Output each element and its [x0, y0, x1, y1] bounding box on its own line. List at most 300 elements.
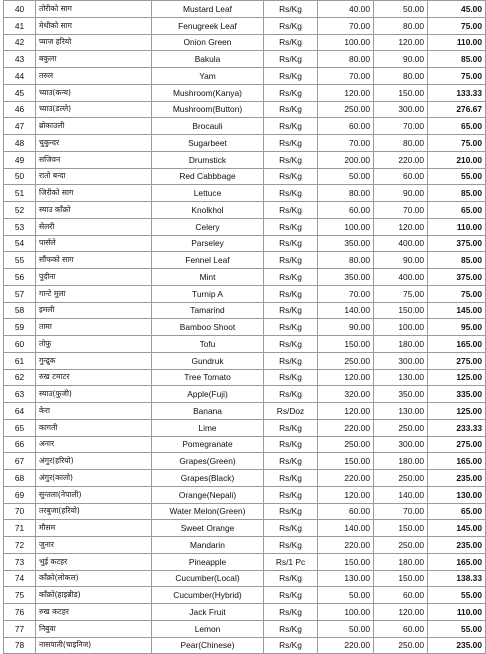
serial-number-cell: 42 — [4, 34, 36, 51]
nepali-name-cell: अनार — [36, 436, 152, 453]
unit-cell: Rs/Kg — [264, 419, 318, 436]
maximum-price-cell: 120.00 — [374, 218, 428, 235]
serial-number-cell: 56 — [4, 269, 36, 286]
maximum-price-cell: 150.00 — [374, 84, 428, 101]
table-row — [4, 218, 486, 235]
serial-number-cell: 70 — [4, 503, 36, 520]
unit-cell: Rs/Kg — [264, 285, 318, 302]
maximum-price-cell: 70.00 — [374, 503, 428, 520]
serial-number-cell: 66 — [4, 436, 36, 453]
table-row — [4, 470, 486, 487]
table-row — [4, 84, 486, 101]
serial-number-cell: 44 — [4, 68, 36, 85]
nepali-name-cell: प्याज हरियो — [36, 34, 152, 51]
english-name-cell: Pomegranate — [152, 436, 264, 453]
nepali-name-cell: नासपाती(चाइनिज) — [36, 637, 152, 654]
serial-number-cell: 77 — [4, 620, 36, 637]
unit-cell: Rs/Kg — [264, 369, 318, 386]
serial-number-cell: 47 — [4, 118, 36, 135]
table-row — [4, 403, 486, 420]
table-row — [4, 202, 486, 219]
unit-cell: Rs/Kg — [264, 587, 318, 604]
english-name-cell: Bamboo Shoot — [152, 319, 264, 336]
average-price-cell: 235.00 — [428, 537, 486, 554]
average-price-cell: 235.00 — [428, 637, 486, 654]
english-name-cell: Tamarind — [152, 302, 264, 319]
maximum-price-cell: 180.00 — [374, 453, 428, 470]
serial-number-cell: 50 — [4, 168, 36, 185]
minimum-price-cell: 50.00 — [318, 168, 374, 185]
serial-number-cell: 71 — [4, 520, 36, 537]
unit-cell: Rs/Kg — [264, 185, 318, 202]
average-price-cell: 75.00 — [428, 135, 486, 152]
table-row — [4, 185, 486, 202]
minimum-price-cell: 100.00 — [318, 218, 374, 235]
serial-number-cell: 68 — [4, 470, 36, 487]
maximum-price-cell: 180.00 — [374, 336, 428, 353]
english-name-cell: Banana — [152, 403, 264, 420]
unit-cell: Rs/Kg — [264, 84, 318, 101]
english-name-cell: Pear(Chinese) — [152, 637, 264, 654]
english-name-cell: Orange(Nepali) — [152, 486, 264, 503]
nepali-name-cell: काँक्रो(हाइब्रीड) — [36, 587, 152, 604]
serial-number-cell: 69 — [4, 486, 36, 503]
serial-number-cell: 53 — [4, 218, 36, 235]
serial-number-cell: 45 — [4, 84, 36, 101]
nepali-name-cell: गुन्द्रुक — [36, 352, 152, 369]
nepali-name-cell: रुख टमाटर — [36, 369, 152, 386]
nepali-name-cell: पार्सले — [36, 235, 152, 252]
maximum-price-cell: 50.00 — [374, 1, 428, 18]
nepali-name-cell: तोफु — [36, 336, 152, 353]
minimum-price-cell: 220.00 — [318, 537, 374, 554]
price-table-body — [4, 1, 486, 654]
average-price-cell: 133.33 — [428, 84, 486, 101]
minimum-price-cell: 250.00 — [318, 436, 374, 453]
serial-number-cell: 55 — [4, 252, 36, 269]
english-name-cell: Lemon — [152, 620, 264, 637]
table-row — [4, 520, 486, 537]
minimum-price-cell: 350.00 — [318, 269, 374, 286]
average-price-cell: 145.00 — [428, 520, 486, 537]
english-name-cell: Pineapple — [152, 553, 264, 570]
average-price-cell: 95.00 — [428, 319, 486, 336]
average-price-cell: 45.00 — [428, 1, 486, 18]
average-price-cell: 125.00 — [428, 369, 486, 386]
table-row — [4, 34, 486, 51]
minimum-price-cell: 80.00 — [318, 51, 374, 68]
maximum-price-cell: 100.00 — [374, 319, 428, 336]
unit-cell: Rs/Kg — [264, 453, 318, 470]
average-price-cell: 165.00 — [428, 453, 486, 470]
minimum-price-cell: 70.00 — [318, 285, 374, 302]
unit-cell: Rs/Kg — [264, 51, 318, 68]
serial-number-cell: 57 — [4, 285, 36, 302]
minimum-price-cell: 350.00 — [318, 235, 374, 252]
table-row — [4, 336, 486, 353]
average-price-cell: 85.00 — [428, 252, 486, 269]
english-name-cell: Grapes(Black) — [152, 470, 264, 487]
maximum-price-cell: 350.00 — [374, 386, 428, 403]
table-row — [4, 51, 486, 68]
english-name-cell: Sugarbeet — [152, 135, 264, 152]
minimum-price-cell: 60.00 — [318, 503, 374, 520]
english-name-cell: Red Cabbbage — [152, 168, 264, 185]
serial-number-cell: 46 — [4, 101, 36, 118]
unit-cell: Rs/Kg — [264, 68, 318, 85]
serial-number-cell: 59 — [4, 319, 36, 336]
unit-cell: Rs/1 Pc — [264, 553, 318, 570]
table-row — [4, 486, 486, 503]
minimum-price-cell: 120.00 — [318, 369, 374, 386]
average-price-cell: 375.00 — [428, 269, 486, 286]
table-row — [4, 503, 486, 520]
unit-cell: Rs/Kg — [264, 386, 318, 403]
unit-cell: Rs/Kg — [264, 537, 318, 554]
unit-cell: Rs/Kg — [264, 135, 318, 152]
english-name-cell: Mushroom(Kanya) — [152, 84, 264, 101]
average-price-cell: 235.00 — [428, 470, 486, 487]
minimum-price-cell: 220.00 — [318, 419, 374, 436]
maximum-price-cell: 180.00 — [374, 553, 428, 570]
english-name-cell: Parseley — [152, 235, 264, 252]
table-row — [4, 537, 486, 554]
table-row — [4, 285, 486, 302]
unit-cell: Rs/Kg — [264, 604, 318, 621]
average-price-cell: 65.00 — [428, 503, 486, 520]
unit-cell: Rs/Kg — [264, 202, 318, 219]
minimum-price-cell: 40.00 — [318, 1, 374, 18]
minimum-price-cell: 150.00 — [318, 553, 374, 570]
english-name-cell: Mandarin — [152, 537, 264, 554]
average-price-cell: 75.00 — [428, 68, 486, 85]
table-row — [4, 168, 486, 185]
table-row — [4, 620, 486, 637]
unit-cell: Rs/Kg — [264, 336, 318, 353]
minimum-price-cell: 320.00 — [318, 386, 374, 403]
nepali-name-cell: जिरीको साग — [36, 185, 152, 202]
english-name-cell: Drumstick — [152, 151, 264, 168]
maximum-price-cell: 90.00 — [374, 51, 428, 68]
table-row — [4, 135, 486, 152]
nepali-name-cell: सेलरी — [36, 218, 152, 235]
serial-number-cell: 54 — [4, 235, 36, 252]
nepali-name-cell: बकुला — [36, 51, 152, 68]
maximum-price-cell: 60.00 — [374, 620, 428, 637]
average-price-cell: 138.33 — [428, 570, 486, 587]
nepali-name-cell: गान्टे मुला — [36, 285, 152, 302]
english-name-cell: Celery — [152, 218, 264, 235]
serial-number-cell: 65 — [4, 419, 36, 436]
price-table — [3, 0, 486, 654]
maximum-price-cell: 60.00 — [374, 168, 428, 185]
table-row — [4, 570, 486, 587]
average-price-cell: 165.00 — [428, 553, 486, 570]
minimum-price-cell: 60.00 — [318, 118, 374, 135]
english-name-cell: Cucumber(Local) — [152, 570, 264, 587]
nepali-name-cell: जुनार — [36, 537, 152, 554]
unit-cell: Rs/Kg — [264, 34, 318, 51]
table-row — [4, 68, 486, 85]
nepali-name-cell: तरबुजा(हरियो) — [36, 503, 152, 520]
unit-cell: Rs/Kg — [264, 503, 318, 520]
average-price-cell: 210.00 — [428, 151, 486, 168]
english-name-cell: Sweet Orange — [152, 520, 264, 537]
minimum-price-cell: 220.00 — [318, 637, 374, 654]
average-price-cell: 276.67 — [428, 101, 486, 118]
minimum-price-cell: 90.00 — [318, 319, 374, 336]
minimum-price-cell: 200.00 — [318, 151, 374, 168]
unit-cell: Rs/Kg — [264, 101, 318, 118]
nepali-name-cell: रातो बन्दा — [36, 168, 152, 185]
table-row — [4, 151, 486, 168]
minimum-price-cell: 140.00 — [318, 520, 374, 537]
english-name-cell: Gundruk — [152, 352, 264, 369]
english-name-cell: Tree Tomato — [152, 369, 264, 386]
nepali-name-cell: केरा — [36, 403, 152, 420]
serial-number-cell: 67 — [4, 453, 36, 470]
minimum-price-cell: 100.00 — [318, 604, 374, 621]
unit-cell: Rs/Kg — [264, 520, 318, 537]
maximum-price-cell: 130.00 — [374, 403, 428, 420]
maximum-price-cell: 140.00 — [374, 486, 428, 503]
average-price-cell: 130.00 — [428, 486, 486, 503]
serial-number-cell: 61 — [4, 352, 36, 369]
minimum-price-cell: 150.00 — [318, 453, 374, 470]
unit-cell: Rs/Kg — [264, 269, 318, 286]
average-price-cell: 75.00 — [428, 285, 486, 302]
nepali-name-cell: सौंफको साग — [36, 252, 152, 269]
nepali-name-cell: तरुल — [36, 68, 152, 85]
minimum-price-cell: 60.00 — [318, 202, 374, 219]
unit-cell: Rs/Kg — [264, 486, 318, 503]
minimum-price-cell: 50.00 — [318, 587, 374, 604]
english-name-cell: Turnip A — [152, 285, 264, 302]
maximum-price-cell: 90.00 — [374, 252, 428, 269]
maximum-price-cell: 80.00 — [374, 135, 428, 152]
nepali-name-cell: काँक्रो(लोकल) — [36, 570, 152, 587]
average-price-cell: 110.00 — [428, 34, 486, 51]
unit-cell: Rs/Kg — [264, 1, 318, 18]
english-name-cell: Cucumber(Hybrid) — [152, 587, 264, 604]
maximum-price-cell: 300.00 — [374, 436, 428, 453]
nepali-name-cell: तामा — [36, 319, 152, 336]
nepali-name-cell: भुई कटहर — [36, 553, 152, 570]
maximum-price-cell: 60.00 — [374, 587, 428, 604]
average-price-cell: 233.33 — [428, 419, 486, 436]
average-price-cell: 55.00 — [428, 620, 486, 637]
maximum-price-cell: 400.00 — [374, 235, 428, 252]
serial-number-cell: 63 — [4, 386, 36, 403]
maximum-price-cell: 150.00 — [374, 520, 428, 537]
english-name-cell: Mint — [152, 269, 264, 286]
unit-cell: Rs/Doz — [264, 403, 318, 420]
serial-number-cell: 74 — [4, 570, 36, 587]
serial-number-cell: 76 — [4, 604, 36, 621]
english-name-cell: Mushroom(Button) — [152, 101, 264, 118]
minimum-price-cell: 120.00 — [318, 403, 374, 420]
table-row — [4, 252, 486, 269]
nepali-name-cell: पुदीना — [36, 269, 152, 286]
maximum-price-cell: 300.00 — [374, 101, 428, 118]
minimum-price-cell: 50.00 — [318, 620, 374, 637]
english-name-cell: Apple(Fuji) — [152, 386, 264, 403]
maximum-price-cell: 300.00 — [374, 352, 428, 369]
table-row — [4, 453, 486, 470]
maximum-price-cell: 120.00 — [374, 34, 428, 51]
nepali-name-cell: मौसम — [36, 520, 152, 537]
minimum-price-cell: 80.00 — [318, 185, 374, 202]
unit-cell: Rs/Kg — [264, 302, 318, 319]
nepali-name-cell: मेथीको साग — [36, 17, 152, 34]
minimum-price-cell: 70.00 — [318, 135, 374, 152]
table-row — [4, 319, 486, 336]
maximum-price-cell: 250.00 — [374, 419, 428, 436]
table-row — [4, 604, 486, 621]
nepali-name-cell: च्याउ(डल्ले) — [36, 101, 152, 118]
average-price-cell: 55.00 — [428, 587, 486, 604]
nepali-name-cell: अंगुर(हरियो) — [36, 453, 152, 470]
maximum-price-cell: 150.00 — [374, 570, 428, 587]
average-price-cell: 125.00 — [428, 403, 486, 420]
english-name-cell: Brocauli — [152, 118, 264, 135]
unit-cell: Rs/Kg — [264, 352, 318, 369]
english-name-cell: Fenugreek Leaf — [152, 17, 264, 34]
maximum-price-cell: 250.00 — [374, 537, 428, 554]
table-row — [4, 17, 486, 34]
english-name-cell: Fennel Leaf — [152, 252, 264, 269]
english-name-cell: Lime — [152, 419, 264, 436]
average-price-cell: 55.00 — [428, 168, 486, 185]
table-row — [4, 302, 486, 319]
minimum-price-cell: 220.00 — [318, 470, 374, 487]
maximum-price-cell: 90.00 — [374, 185, 428, 202]
serial-number-cell: 48 — [4, 135, 36, 152]
average-price-cell: 110.00 — [428, 604, 486, 621]
nepali-name-cell: चुकुन्दर — [36, 135, 152, 152]
unit-cell: Rs/Kg — [264, 470, 318, 487]
minimum-price-cell: 120.00 — [318, 84, 374, 101]
average-price-cell: 110.00 — [428, 218, 486, 235]
english-name-cell: Jack Fruit — [152, 604, 264, 621]
nepali-name-cell: च्याउ(कन्य) — [36, 84, 152, 101]
average-price-cell: 65.00 — [428, 202, 486, 219]
serial-number-cell: 62 — [4, 369, 36, 386]
unit-cell: Rs/Kg — [264, 637, 318, 654]
maximum-price-cell: 150.00 — [374, 302, 428, 319]
unit-cell: Rs/Kg — [264, 151, 318, 168]
maximum-price-cell: 130.00 — [374, 369, 428, 386]
unit-cell: Rs/Kg — [264, 570, 318, 587]
english-name-cell: Yam — [152, 68, 264, 85]
minimum-price-cell: 70.00 — [318, 17, 374, 34]
nepali-name-cell: तोरीको साग — [36, 1, 152, 18]
minimum-price-cell: 70.00 — [318, 68, 374, 85]
serial-number-cell: 49 — [4, 151, 36, 168]
nepali-name-cell: रुख कटहर — [36, 604, 152, 621]
minimum-price-cell: 100.00 — [318, 34, 374, 51]
table-row — [4, 587, 486, 604]
serial-number-cell: 41 — [4, 17, 36, 34]
serial-number-cell: 51 — [4, 185, 36, 202]
table-row — [4, 419, 486, 436]
english-name-cell: Grapes(Green) — [152, 453, 264, 470]
maximum-price-cell: 250.00 — [374, 470, 428, 487]
nepali-name-cell: सुन्तला(नेपाली) — [36, 486, 152, 503]
table-row — [4, 637, 486, 654]
average-price-cell: 85.00 — [428, 51, 486, 68]
table-row — [4, 101, 486, 118]
english-name-cell: Knolkhol — [152, 202, 264, 219]
unit-cell: Rs/Kg — [264, 436, 318, 453]
maximum-price-cell: 120.00 — [374, 604, 428, 621]
table-row — [4, 235, 486, 252]
average-price-cell: 65.00 — [428, 118, 486, 135]
table-row — [4, 118, 486, 135]
nepali-name-cell: स्याउ(फुजी) — [36, 386, 152, 403]
unit-cell: Rs/Kg — [264, 17, 318, 34]
serial-number-cell: 64 — [4, 403, 36, 420]
maximum-price-cell: 70.00 — [374, 118, 428, 135]
english-name-cell: Bakula — [152, 51, 264, 68]
average-price-cell: 165.00 — [428, 336, 486, 353]
english-name-cell: Mustard Leaf — [152, 1, 264, 18]
serial-number-cell: 78 — [4, 637, 36, 654]
nepali-name-cell: अंगुर(कालो) — [36, 470, 152, 487]
average-price-cell: 375.00 — [428, 235, 486, 252]
serial-number-cell: 75 — [4, 587, 36, 604]
nepali-name-cell: निबुवा — [36, 620, 152, 637]
maximum-price-cell: 80.00 — [374, 68, 428, 85]
nepali-name-cell: ब्रोकाउली — [36, 118, 152, 135]
maximum-price-cell: 220.00 — [374, 151, 428, 168]
serial-number-cell: 72 — [4, 537, 36, 554]
nepali-name-cell: स्याउ काँक्रो — [36, 202, 152, 219]
maximum-price-cell: 250.00 — [374, 637, 428, 654]
english-name-cell: Water Melon(Green) — [152, 503, 264, 520]
unit-cell: Rs/Kg — [264, 252, 318, 269]
unit-cell: Rs/Kg — [264, 218, 318, 235]
maximum-price-cell: 400.00 — [374, 269, 428, 286]
serial-number-cell: 52 — [4, 202, 36, 219]
unit-cell: Rs/Kg — [264, 168, 318, 185]
table-row — [4, 369, 486, 386]
english-name-cell: Onion Green — [152, 34, 264, 51]
minimum-price-cell: 80.00 — [318, 252, 374, 269]
unit-cell: Rs/Kg — [264, 118, 318, 135]
table-row — [4, 352, 486, 369]
unit-cell: Rs/Kg — [264, 319, 318, 336]
maximum-price-cell: 75.00 — [374, 285, 428, 302]
serial-number-cell: 40 — [4, 1, 36, 18]
minimum-price-cell: 250.00 — [318, 101, 374, 118]
table-row — [4, 553, 486, 570]
serial-number-cell: 58 — [4, 302, 36, 319]
serial-number-cell: 60 — [4, 336, 36, 353]
minimum-price-cell: 150.00 — [318, 336, 374, 353]
average-price-cell: 335.00 — [428, 386, 486, 403]
nepali-name-cell: सजिवन — [36, 151, 152, 168]
average-price-cell: 275.00 — [428, 436, 486, 453]
english-name-cell: Lettuce — [152, 185, 264, 202]
minimum-price-cell: 250.00 — [318, 352, 374, 369]
minimum-price-cell: 120.00 — [318, 486, 374, 503]
minimum-price-cell: 130.00 — [318, 570, 374, 587]
minimum-price-cell: 140.00 — [318, 302, 374, 319]
table-row — [4, 436, 486, 453]
unit-cell: Rs/Kg — [264, 235, 318, 252]
english-name-cell: Tofu — [152, 336, 264, 353]
